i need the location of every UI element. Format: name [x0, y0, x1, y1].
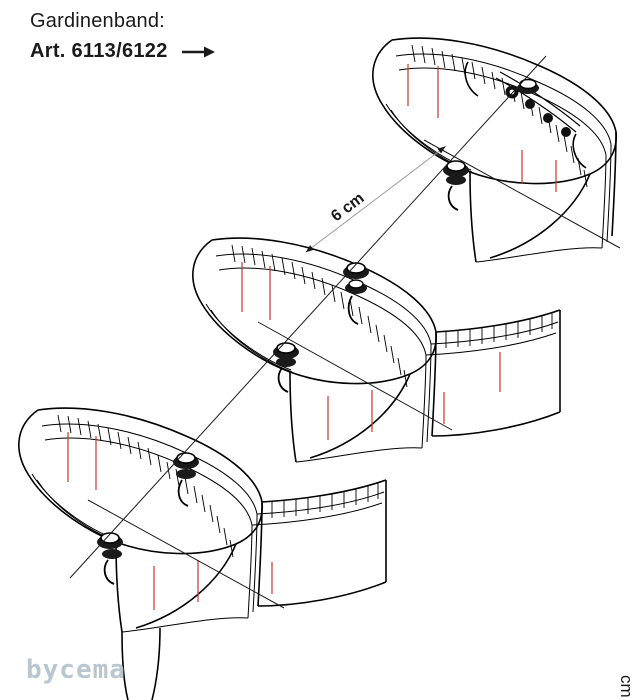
article-row [30, 38, 216, 65]
glider-wave-bottom-left [97, 533, 123, 584]
glider-wave-top-center [443, 161, 469, 210]
page-title: Gardinenband: [30, 10, 165, 32]
wave-top [373, 38, 616, 262]
watermark-logo: bycema [26, 655, 126, 685]
arrow-right-icon [182, 45, 216, 59]
dimension-label: 6 cm [328, 189, 368, 226]
dimension-6cm [306, 146, 446, 252]
diagonal-guides [70, 56, 620, 608]
glider-wave-middle-right [343, 263, 369, 324]
side-unit-label: cm [617, 675, 636, 698]
wave-middle [193, 238, 560, 462]
title-block [30, 8, 216, 65]
article-number: Art. 6113/6122 [30, 40, 168, 62]
